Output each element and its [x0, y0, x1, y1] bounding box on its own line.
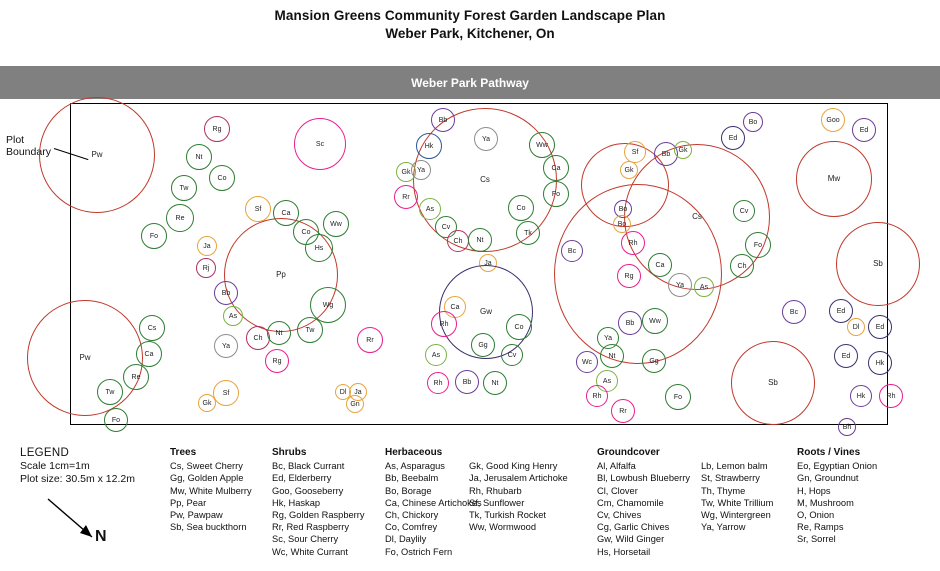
plant-code-label: Sf: [254, 205, 262, 213]
legend-entry: Eo, Egyptian Onion: [797, 461, 878, 472]
legend-entry: Bc, Black Currant: [272, 461, 345, 472]
plant-code-label: Tw: [105, 388, 115, 396]
legend-entry: Tk, Turkish Rocket: [469, 510, 546, 521]
plant-code-label: As: [431, 351, 441, 359]
plant-code-label: Sc: [315, 140, 325, 148]
plant-code-label: Ca: [281, 209, 291, 217]
legend-column-heading: [701, 447, 797, 459]
plant-code-label: Bc: [567, 247, 577, 255]
plant-code-label: Bo: [618, 205, 628, 213]
plant-circle: [617, 264, 641, 288]
legend-entry: Sc, Sour Cherry: [272, 534, 339, 545]
plant-circle: [483, 371, 507, 395]
plant-circle: [868, 351, 892, 375]
legend-entry: Pw, Pawpaw: [170, 510, 223, 521]
legend-entry: Bl, Lowbush Blueberry: [597, 473, 691, 484]
plant-code-label: Gg: [478, 341, 488, 349]
plant-code-label: Sf: [222, 389, 230, 397]
plant-code-label: Ch: [737, 262, 747, 270]
plant-code-label: Ya: [675, 281, 685, 289]
plant-circle: [836, 222, 920, 306]
plant-circle: [214, 334, 238, 358]
plant-circle: [297, 317, 323, 343]
plant-circle: [796, 141, 872, 217]
legend-entry: Sb, Sea buckthorn: [170, 522, 247, 533]
plant-circle: [123, 364, 149, 390]
legend-entry: St, Strawberry: [701, 473, 760, 484]
plant-code-label: Cv: [739, 207, 749, 215]
plant-code-label: Tw: [305, 326, 315, 334]
plant-code-label: Rh: [439, 320, 449, 328]
plant-circle: [733, 200, 755, 222]
legend-column-heading: Herbaceous: [385, 447, 443, 458]
plant-circle: [427, 372, 449, 394]
plant-code-label: Wg: [322, 301, 334, 309]
plant-code-label: Ca: [655, 261, 665, 269]
plot-boundary-label-line1: Plot: [6, 134, 25, 146]
legend-entry: Ca, Chinese Artichokes: [385, 497, 482, 508]
plant-circle: [586, 385, 608, 407]
plant-code-label: Sb: [768, 378, 778, 387]
legend-entry: Dl, Daylily: [385, 534, 427, 545]
plant-circle: [600, 344, 624, 368]
plant-code-label: Ya: [416, 166, 426, 174]
plant-code-label: Rr: [366, 336, 374, 344]
plant-circle: [419, 198, 441, 220]
plant-code-label: Pp: [276, 270, 286, 279]
plant-code-label: Rh: [433, 379, 443, 387]
plant-code-label: Sb: [873, 259, 883, 268]
plant-circle: [721, 126, 745, 150]
plant-code-label: Ca: [551, 164, 561, 172]
plant-circle: [620, 161, 638, 179]
plant-circle: [847, 318, 865, 336]
plant-code-label: Co: [301, 228, 311, 236]
plant-code-label: Bb: [438, 116, 448, 124]
plant-circle: [506, 314, 532, 340]
plant-code-label: Sf: [631, 148, 639, 156]
legend-plot-size: Plot size: 30.5m x 12.2m: [20, 473, 135, 485]
plant-circle: [197, 236, 217, 256]
legend-entry: Lb, Lemon balm: [701, 461, 768, 472]
plant-circle: [209, 165, 235, 191]
plant-circle: [576, 351, 598, 373]
plant-circle: [305, 234, 333, 262]
plant-code-label: Bb: [661, 150, 671, 158]
plant-code-label: Fo: [673, 393, 683, 401]
plant-code-label: Ed: [859, 126, 869, 134]
legend-entry: Hk, Haskap: [272, 497, 321, 508]
plant-code-label: Cs: [692, 212, 702, 221]
legend-column: [797, 447, 907, 558]
plant-circle: [139, 315, 165, 341]
plant-circle: [447, 230, 469, 252]
plant-code-label: Pw: [91, 150, 103, 159]
plant-code-label: Fo: [753, 241, 763, 249]
plant-circle: [294, 118, 346, 170]
plant-code-label: Ch: [253, 334, 263, 342]
plant-circle: [97, 379, 123, 405]
plant-code-label: Ww: [649, 317, 661, 325]
legend-entry: Pp, Pear: [170, 497, 207, 508]
legend-column: [272, 447, 385, 558]
plant-code-label: Fo: [111, 416, 121, 424]
plant-code-label: As: [228, 312, 238, 320]
legend-entry: Hs, Horsetail: [597, 546, 651, 557]
plant-circle: [665, 384, 691, 410]
plant-circle: [171, 175, 197, 201]
plant-circle: [879, 384, 903, 408]
plant-code-label: Rg: [624, 272, 634, 280]
legend-entry: Gn, Groundnut: [797, 473, 859, 484]
plant-circle: [611, 399, 635, 423]
legend-column: [385, 447, 482, 558]
plant-circle: [136, 341, 162, 367]
plant-code-label: Ww: [536, 141, 548, 149]
plant-circle: [543, 181, 569, 207]
legend-entry: Cs, Sweet Cherry: [170, 461, 243, 472]
weber-park-pathway-band: [0, 66, 940, 99]
plant-circle: [543, 155, 569, 181]
plant-code-label: Bb: [462, 378, 472, 386]
legend-entry: Rh, Rhubarb: [469, 485, 522, 496]
plant-code-label: As: [602, 377, 612, 385]
plant-code-label: Nt: [608, 352, 616, 360]
plant-code-label: Ya: [481, 135, 491, 143]
plant-code-label: Rr: [619, 407, 627, 415]
plant-circle: [394, 185, 418, 209]
plant-code-label: Cs: [480, 175, 490, 184]
legend-scale: Scale 1cm=1m: [20, 460, 90, 472]
plant-code-label: Bo: [748, 118, 758, 126]
plant-circle: [868, 315, 892, 339]
plant-circle: [214, 281, 238, 305]
plant-circle: [468, 228, 492, 252]
legend-entry: H, Hops: [797, 485, 831, 496]
legend-entry: Sf, Sunflower: [469, 497, 525, 508]
plant-circle: [850, 385, 872, 407]
plant-code-label: Ja: [484, 259, 492, 267]
plant-code-label: Cs: [147, 324, 157, 332]
plant-code-label: Bc: [789, 308, 799, 316]
plant-code-label: Ca: [450, 303, 460, 311]
legend-column: [469, 447, 597, 558]
plant-code-label: Rg: [212, 125, 222, 133]
plant-code-label: Wc: [581, 358, 593, 366]
legend-column: [597, 447, 701, 558]
title-line-1: Mansion Greens Community Forest Garden Landscape Plan: [274, 8, 666, 23]
plant-code-label: Gk: [401, 168, 411, 176]
plant-circle: [613, 215, 631, 233]
plant-circle: [508, 195, 534, 221]
legend-entry: Gg, Golden Apple: [170, 473, 244, 484]
legend-entry: Rr, Red Raspberry: [272, 522, 349, 533]
legend-column: [170, 447, 272, 558]
plant-code-label: Pw: [79, 353, 91, 362]
plant-circle: [834, 344, 858, 368]
legend-entry: As, Asparagus: [385, 461, 445, 472]
plant-code-label: Gk: [202, 399, 212, 407]
legend-entry: Tw, White Trillium: [701, 497, 774, 508]
plant-code-label: Ww: [330, 220, 342, 228]
plant-circle: [455, 370, 479, 394]
legend-block: [20, 447, 135, 486]
plant-circle: [265, 349, 289, 373]
legend-title: LEGEND: [20, 447, 70, 459]
legend-entry: Cv, Chives: [597, 510, 642, 521]
plant-code-label: Fo: [551, 190, 561, 198]
plant-circle: [731, 341, 815, 425]
plant-code-label: Gg: [649, 357, 659, 365]
legend-entry: Gk, Good King Henry: [469, 461, 558, 472]
plant-code-label: Nt: [491, 379, 499, 387]
plant-code-label: Hk: [875, 359, 885, 367]
plant-code-label: Gn: [350, 400, 360, 408]
legend-entry: Sr, Sorrel: [797, 534, 836, 545]
plant-code-label: Ya: [603, 334, 613, 342]
plant-code-label: As: [699, 283, 709, 291]
plant-code-label: Bb: [625, 319, 635, 327]
plant-code-label: Cv: [507, 351, 517, 359]
plant-circle: [529, 132, 555, 158]
plant-circle: [39, 97, 155, 213]
plant-circle: [642, 308, 668, 334]
plant-circle: [516, 221, 540, 245]
legend-column: [701, 447, 797, 558]
legend-entry: Ch, Chickory: [385, 510, 439, 521]
plant-circle: [204, 116, 230, 142]
plant-code-label: Bo: [617, 220, 627, 228]
plant-code-label: Rh: [886, 392, 896, 400]
plant-circle: [357, 327, 383, 353]
legend-column-heading: Groundcover: [597, 447, 660, 458]
plant-code-label: Co: [217, 174, 227, 182]
plant-code-label: Ed: [875, 323, 885, 331]
legend-entry: Ww, Wormwood: [469, 522, 536, 533]
plant-code-label: Rh: [628, 239, 638, 247]
plant-circle: [245, 196, 271, 222]
plant-code-label: Hs: [314, 244, 324, 252]
legend-entry: Wc, White Currant: [272, 546, 348, 557]
plant-circle: [416, 133, 442, 159]
plant-code-label: Hk: [424, 142, 434, 150]
plant-circle: [273, 200, 299, 226]
plant-code-label: Co: [516, 204, 526, 212]
legend-columns: [170, 447, 930, 558]
plant-code-label: Ya: [221, 342, 231, 350]
plant-circle: [730, 254, 754, 278]
plant-circle: [821, 108, 845, 132]
plant-circle: [501, 344, 523, 366]
plant-code-label: Goo: [826, 116, 840, 124]
plot-boundary-label-line2: Boundary: [6, 146, 51, 158]
plant-circle: [668, 273, 692, 297]
legend-entry: Bb, Beebalm: [385, 473, 439, 484]
plant-circle: [648, 253, 672, 277]
plant-code-label: Gk: [624, 166, 634, 174]
plant-circle: [141, 223, 167, 249]
plant-code-label: Rg: [272, 357, 282, 365]
plant-code-label: Hk: [856, 392, 866, 400]
plant-circle: [743, 112, 763, 132]
plant-circle: [618, 311, 642, 335]
plant-circle: [411, 160, 431, 180]
plant-code-label: Co: [514, 323, 524, 331]
plant-circle: [223, 306, 243, 326]
plant-code-label: Bb: [221, 289, 231, 297]
legend-entry: Cg, Garlic Chives: [597, 522, 670, 533]
plant-code-label: Ed: [728, 134, 738, 142]
plant-code-label: Tw: [179, 184, 189, 192]
plant-code-label: Rr: [402, 193, 410, 201]
plant-circle: [474, 127, 498, 151]
plant-code-label: Cv: [441, 223, 451, 231]
legend-entry: Ed, Elderberry: [272, 473, 332, 484]
plant-circle: [745, 232, 771, 258]
plant-code-label: As: [425, 205, 435, 213]
plant-circle: [267, 321, 291, 345]
plant-circle: [852, 118, 876, 142]
plant-code-label: Gw: [480, 307, 492, 316]
plant-code-label: Dl: [852, 323, 860, 331]
plant-code-label: Ja: [203, 242, 211, 250]
legend-entry: Al, Alfalfa: [597, 461, 636, 472]
plant-code-label: Nt: [195, 153, 203, 161]
plant-circle: [624, 141, 646, 163]
north-letter: N: [95, 528, 107, 545]
legend-entry: Fo, Ostrich Fern: [385, 546, 453, 557]
legend-entry: O, Onion: [797, 510, 835, 521]
legend-entry: Th, Thyme: [701, 485, 746, 496]
plant-code-label: Mw: [827, 174, 841, 183]
legend-entry: Wg, Wintergreen: [701, 510, 771, 521]
plant-code-label: Ed: [841, 352, 851, 360]
plant-circle: [621, 231, 645, 255]
plant-circle: [346, 395, 364, 413]
plant-circle: [642, 349, 666, 373]
legend-entry: Re, Ramps: [797, 522, 844, 533]
legend-entry: Bo, Borage: [385, 485, 432, 496]
plant-code-label: Ch: [453, 237, 463, 245]
plant-code-label: Bh: [842, 423, 852, 431]
title-line-2: Weber Park, Kitchener, On: [385, 26, 555, 41]
plant-code-label: Nt: [476, 236, 484, 244]
legend-entry: Gw, Wild Ginger: [597, 534, 665, 545]
pathway-label: Weber Park Pathway: [411, 75, 529, 90]
plant-circle: [166, 204, 194, 232]
legend-column-heading: [469, 447, 597, 459]
plant-circle: [425, 344, 447, 366]
legend-entry: Cl, Clover: [597, 485, 638, 496]
plant-code-label: Tk: [524, 229, 532, 237]
plant-circle: [104, 408, 128, 432]
legend-entry: M, Mushroom: [797, 497, 854, 508]
legend-column-heading: Roots / Vines: [797, 447, 861, 458]
legend-column-heading: Trees: [170, 447, 197, 458]
plant-code-label: Re: [175, 214, 185, 222]
plant-code-label: Fo: [149, 232, 159, 240]
plant-code-label: Dl: [339, 388, 347, 396]
plant-code-label: Rj: [202, 264, 210, 272]
legend-entry: Co, Comfrey: [385, 522, 438, 533]
plant-circle: [213, 380, 239, 406]
plant-circle: [323, 211, 349, 237]
plant-code-label: Rh: [592, 392, 602, 400]
plant-circle: [246, 326, 270, 350]
plant-circle: [431, 311, 457, 337]
plant-code-label: Re: [131, 373, 141, 381]
plant-circle: [27, 300, 143, 416]
plant-code-label: Ed: [836, 307, 846, 315]
plant-circle: [471, 333, 495, 357]
plant-code-label: Gk: [678, 146, 688, 154]
plant-circle: [186, 144, 212, 170]
plant-circle: [198, 394, 216, 412]
legend-entry: Goo, Gooseberry: [272, 485, 344, 496]
legend-entry: Ja, Jerusalem Artichoke: [469, 473, 568, 484]
legend-entry: Mw, White Mulberry: [170, 485, 252, 496]
plant-code-label: Nt: [275, 329, 283, 337]
legend-entry: Rg, Golden Raspberry: [272, 510, 365, 521]
plant-circle: [561, 240, 583, 262]
legend-entry: Cm, Chamomile: [597, 497, 664, 508]
plant-circle: [196, 258, 216, 278]
legend-column-heading: Shrubs: [272, 447, 307, 458]
plant-circle: [838, 418, 856, 436]
plant-code-label: Ja: [354, 388, 362, 396]
plan-title: [0, 8, 940, 41]
plant-circle: [782, 300, 806, 324]
legend-entry: Ya, Yarrow: [701, 522, 746, 533]
plant-circle: [674, 141, 692, 159]
plant-circle: [694, 277, 714, 297]
plant-circle: [431, 108, 455, 132]
plant-code-label: Ca: [144, 350, 154, 358]
